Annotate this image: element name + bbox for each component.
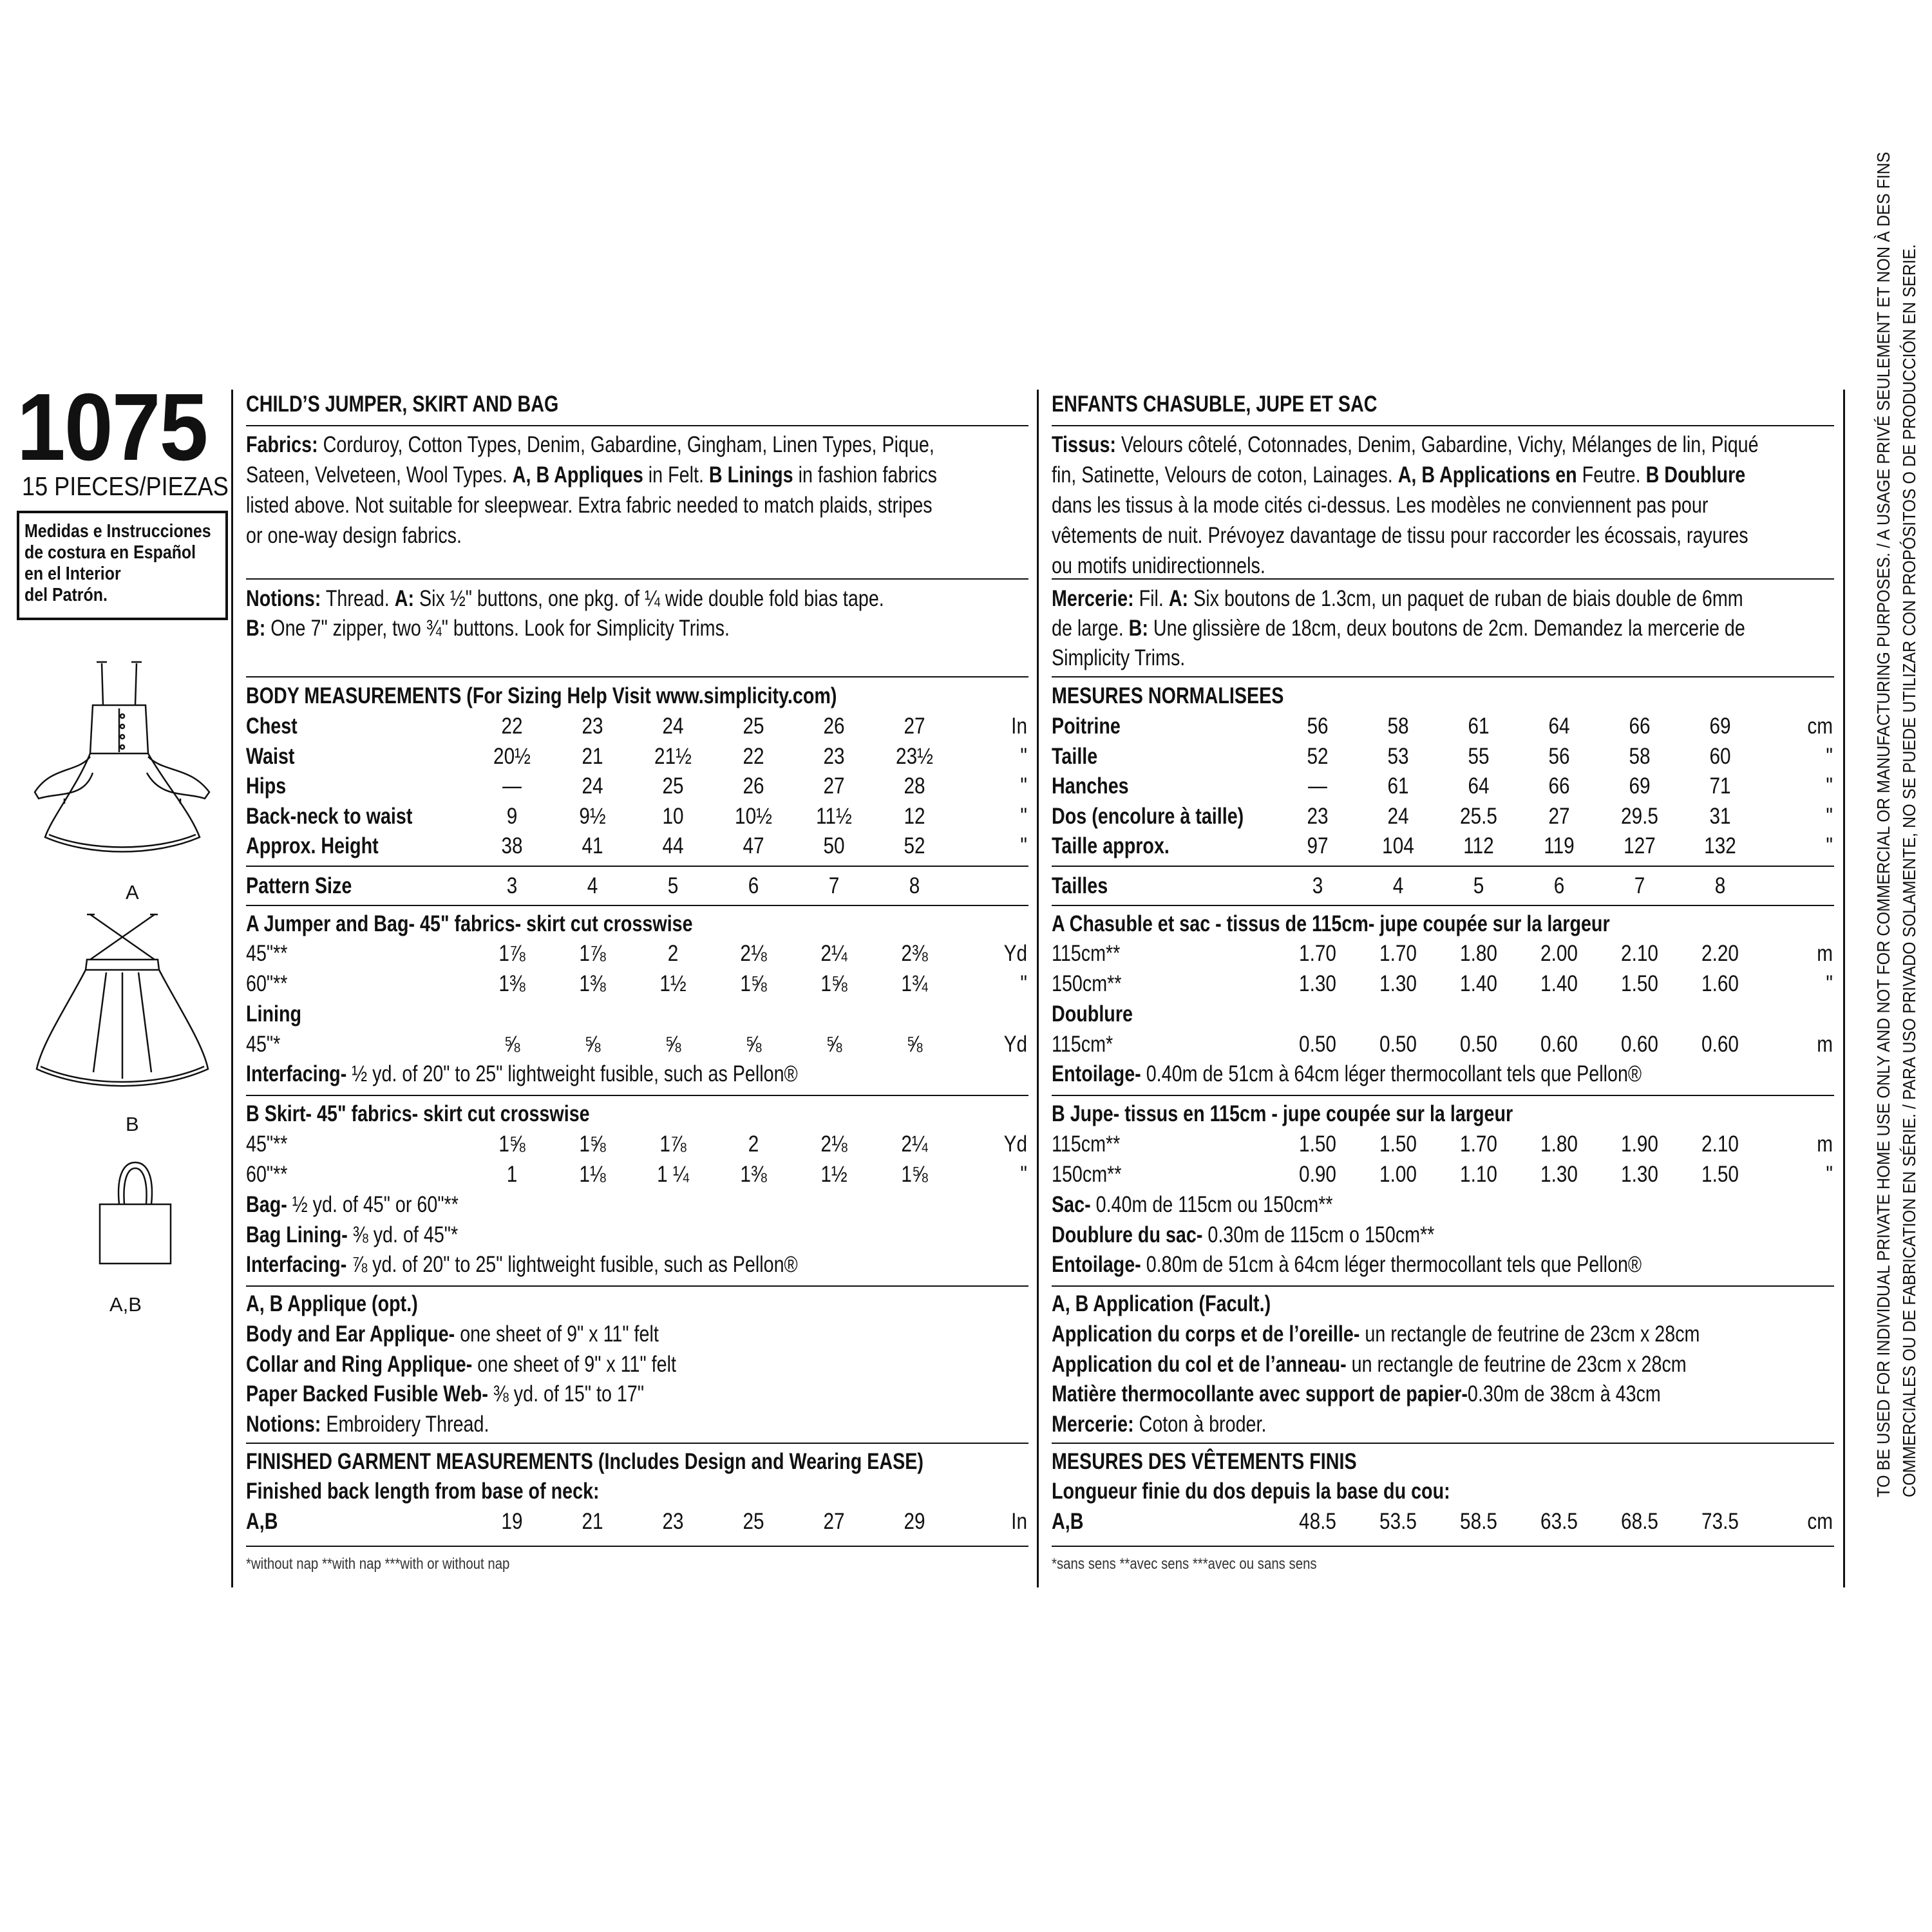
spanish-note-line: del Patrón. [24,585,108,605]
row-value: 71 [1709,773,1731,799]
row-label: 45"** [246,1132,288,1157]
row-value: 27 [823,1509,845,1534]
spanish-instructions-box [17,511,228,620]
row-value: 23½ [896,743,933,769]
row-value: 1 [506,1161,518,1187]
row-value: 104 [1382,833,1414,858]
row-value: 3 [506,873,518,898]
row-value: 2¼ [820,941,848,966]
en-finished-header: FINISHED GARMENT MEASUREMENTS (Includes Design and Wearing EASE) [246,1449,923,1474]
row-value: 23 [1307,803,1329,829]
fr-rule [1052,866,1834,867]
row-value: 1⅜ [740,1161,767,1187]
fr-mercerie-line: Simplicity Trims. [1052,645,1186,670]
row-value: 64 [1468,773,1490,799]
row-value: 8 [909,873,920,898]
row-label: 150cm** [1052,1161,1122,1187]
row-value: 50 [823,833,845,858]
row-value: 47 [743,833,764,858]
row-label: 60"** [246,971,288,996]
sketch-label-a: A [126,881,139,904]
row-value: 1.50 [1379,1132,1417,1157]
skirt-sketch-b [29,908,216,1095]
row-value: 29.5 [1621,803,1658,829]
row-value: 52 [1307,743,1329,769]
row-value: 27 [823,773,845,799]
en-fabrics-line: Fabrics: Corduroy, Cotton Types, Denim, Gabardine, Gingham, Linen Types, Pique, [246,432,934,457]
row-value: 1.80 [1540,1132,1578,1157]
row-value: 26 [743,773,764,799]
row-unit: Yd [1003,1032,1027,1057]
row-value: 1⅝ [901,1161,928,1187]
row-label: 115cm* [1052,1032,1113,1057]
row-value: 132 [1704,833,1736,858]
row-value: 29 [904,1509,925,1534]
row-value: 5 [1473,873,1484,898]
fr-mercerie-line: de large. B: Une glissière de 18cm, deux boutons de 2cm. Demandez la mercerie de [1052,616,1745,641]
row-unit: " [1826,773,1833,799]
usage-disclaimer [1871,151,1922,1558]
row-label: 150cm** [1052,971,1122,996]
row-unit: " [1826,803,1833,829]
row-value: 9½ [579,803,606,829]
row-value: 0.50 [1460,1032,1497,1057]
row-label: Chest [246,714,298,739]
en-rule [246,1443,1028,1444]
spanish-note-line: en el Interior [24,564,121,584]
row-value: 1.40 [1460,971,1497,996]
row-value: 58 [1629,743,1651,769]
row-unit: Yd [1003,1132,1027,1157]
row-value: 1.30 [1379,971,1417,996]
en-bag-lining: Bag Lining- ⅜ yd. of 45"* [246,1222,459,1247]
fr-finished-header: MESURES DES VÊTEMENTS FINIS [1052,1449,1357,1474]
row-value: 0.60 [1621,1032,1658,1057]
row-value: 10½ [735,803,772,829]
spanish-note-line: de costura en Español [24,542,196,563]
table-row [0,745,1932,771]
row-value: 1½ [820,1161,848,1187]
spanish-note-line: Medidas e Instrucciones [24,521,211,542]
fr-title: ENFANTS CHASUBLE, JUPE ET SAC [1052,392,1378,417]
row-value: 1⅛ [579,1161,606,1187]
en-body-header: BODY MEASUREMENTS (For Sizing Help Visit www.simplicity.com) [246,683,837,708]
row-value: 0.90 [1299,1161,1336,1187]
row-value: ⅝ [504,1032,520,1057]
row-value: 24 [1387,803,1409,829]
row-value: 1.30 [1540,1161,1578,1187]
row-value: 7 [828,873,840,898]
row-value: 69 [1629,773,1651,799]
applique-line: Application du corps et de l’oreille- un rectangle de feutrine de 23cm x 28cm [1052,1321,1700,1347]
en-b-interfacing: Interfacing- ⅞ yd. of 20" to 25" lightweight fusible, such as Pellon® [246,1252,798,1277]
row-value: 53.5 [1379,1509,1417,1534]
row-value: 1⅜ [498,971,526,996]
row-value: 1.30 [1621,1161,1658,1187]
row-label: 115cm** [1052,1132,1121,1157]
row-label: A,B [246,1509,278,1534]
row-unit: In [1011,1509,1027,1534]
row-label: Pattern Size [246,873,352,898]
row-value: 11½ [816,803,852,829]
row-value: 44 [662,833,684,858]
row-value: ⅝ [906,1032,923,1057]
row-value: 19 [501,1509,523,1534]
row-value: 26 [823,714,845,739]
sketch-label-bag: A,B [109,1293,142,1316]
row-label: Dos (encolure à taille) [1052,803,1244,829]
row-value: 24 [662,714,684,739]
row-value: 4 [587,873,598,898]
row-value: 66 [1629,714,1651,739]
row-value: 97 [1307,833,1329,858]
row-value: 41 [582,833,603,858]
row-value: 112 [1463,833,1494,858]
row-unit: cm [1807,1509,1833,1534]
table-row [0,873,1932,904]
row-value: 1⅝ [820,971,848,996]
row-value: 64 [1548,714,1570,739]
row-value: 27 [1548,803,1570,829]
en-fabrics-line: or one-way design fabrics. [246,523,462,548]
row-label: Taille approx. [1052,833,1170,858]
row-value: 58.5 [1460,1509,1497,1534]
row-value: 21 [582,1509,603,1534]
row-value: 2⅛ [820,1132,848,1157]
row-value: 2 [667,941,679,966]
fr-tissus-line: ou motifs unidirectionnels. [1052,553,1265,578]
applique-line: Body and Ear Applique- one sheet of 9" x 11" felt [246,1321,659,1347]
row-unit: cm [1807,714,1833,739]
en-title: CHILD’S JUMPER, SKIRT AND BAG [246,392,559,417]
row-label: Approx. Height [246,833,379,858]
en-a-interfacing: Interfacing- ½ yd. of 20" to 25" lightweight fusible, such as Pellon® [246,1061,798,1086]
row-unit: " [1826,1161,1833,1187]
row-value: 6 [1553,873,1565,898]
row-value: 48.5 [1299,1509,1336,1534]
row-unit: " [1020,773,1027,799]
fr-rule [1052,578,1834,580]
table-row [0,1163,1932,1189]
row-value: 1.40 [1540,971,1578,996]
applique-line: Paper Backed Fusible Web- ⅜ yd. of 15" to 17" [246,1381,645,1406]
row-unit: " [1826,971,1833,996]
table-row [0,1510,1932,1536]
row-value: 22 [743,743,764,769]
fr-footnote: *sans sens **avec sens ***avec ou sans sens [1052,1555,1317,1573]
row-value: 73.5 [1701,1509,1739,1534]
row-unit: " [1826,743,1833,769]
row-value: 8 [1714,873,1726,898]
row-value: 31 [1709,803,1731,829]
row-value: 21½ [654,743,692,769]
en-a-header: A Jumper and Bag- 45" fabrics- skirt cut crosswise [246,911,693,936]
fr-b-interfacing: Entoilage- 0.80m de 51cm à 64cm léger thermocollant tels que Pellon® [1052,1252,1642,1277]
row-value: 1⅝ [579,1132,606,1157]
en-footnote: *without nap **with nap ***with or without nap [246,1555,510,1573]
fr-rule [1052,1443,1834,1444]
row-value: 1.50 [1621,971,1658,996]
row-value: 38 [501,833,523,858]
row-value: 25 [743,1509,764,1534]
fr-lining-label: Doublure [1052,1001,1133,1027]
row-value: 2.00 [1540,941,1578,966]
row-value: 2⅛ [740,941,767,966]
row-value: 6 [748,873,759,898]
table-row [0,972,1932,998]
row-value: 1.70 [1460,1132,1497,1157]
row-value: 52 [904,833,925,858]
row-value: 1.80 [1460,941,1497,966]
row-label: Taille [1052,743,1098,769]
row-value: ⅝ [826,1032,842,1057]
row-value: 1.90 [1621,1132,1658,1157]
row-value: 22 [501,714,523,739]
en-bag: Bag- ½ yd. of 45" or 60"** [246,1192,459,1217]
row-unit: " [1020,743,1027,769]
fr-rule [1052,1546,1834,1547]
en-rule [246,1285,1028,1287]
row-label: Waist [246,743,295,769]
table-row [0,942,1932,968]
table-row [0,805,1932,831]
row-value: 61 [1387,773,1409,799]
fr-rule [1052,676,1834,677]
row-label: 45"** [246,941,288,966]
en-rule [246,676,1028,677]
pattern-number: 1075 [17,374,207,480]
en-applique-header: A, B Applique (opt.) [246,1291,418,1316]
row-value: 1⅞ [659,1132,687,1157]
row-value: 2¼ [901,1132,928,1157]
row-value: 2.20 [1701,941,1739,966]
row-value: 1½ [659,971,687,996]
applique-line: Application du col et de l’anneau- un rectangle de feutrine de 23cm x 28cm [1052,1351,1687,1377]
fr-rule [1052,425,1834,426]
row-value: 69 [1709,714,1731,739]
row-value: 2 [748,1132,759,1157]
row-value: 4 [1392,873,1404,898]
row-label: A,B [1052,1509,1084,1534]
row-value: 27 [904,714,925,739]
row-value: 2⅜ [901,941,928,966]
row-value: 2.10 [1621,941,1658,966]
row-unit: " [1826,833,1833,858]
row-unit: " [1020,1161,1027,1187]
row-value: 1⅜ [579,971,606,996]
row-value: 61 [1468,714,1490,739]
table-row [0,835,1932,860]
row-value: 1⅝ [740,971,767,996]
fr-a-header: A Chasuble et sac - tissus de 115cm- jupe coupée sur la largeur [1052,911,1610,936]
disclaimer-line: COMMERCIALES OU DE FABRICATION EN SÉRIE. / PARA USO PRIVADO SOLAMENTE, NO SE PUEDE UTILIZAR CON PROPÓSITOS O DE PRODUCCIÓN EN SERIE. [1899,244,1919,1497]
row-value: 1.60 [1701,971,1739,996]
row-value: — [1308,773,1327,799]
row-value: 25 [662,773,684,799]
row-value: 56 [1548,743,1570,769]
row-value: 1.70 [1299,941,1336,966]
en-lining-label: Lining [246,1001,302,1027]
row-label: 115cm** [1052,941,1121,966]
disclaimer-line: TO BE USED FOR INDIVIDUAL PRIVATE HOME USE ONLY AND NOT FOR COMMERCIAL OR MANUFACTURING PURPOSES. / A USAGE PRIVÉ SEULEMENT ET NON À DES FINS [1873,151,1893,1497]
row-value: 21 [582,743,603,769]
table-row [0,775,1932,800]
row-value: 1.10 [1460,1161,1497,1187]
row-value: 23 [662,1509,684,1534]
en-rule [246,425,1028,426]
row-label: Hanches [1052,773,1129,799]
row-value: 58 [1387,714,1409,739]
row-value: 1.70 [1379,941,1417,966]
row-value: 0.60 [1701,1032,1739,1057]
row-value: 1.50 [1701,1161,1739,1187]
row-value: 1¾ [901,971,928,996]
row-unit: Yd [1003,941,1027,966]
row-value: 1⅝ [498,1132,526,1157]
row-unit: In [1011,714,1027,739]
row-value: 56 [1307,714,1329,739]
row-label: 45"* [246,1032,281,1057]
fr-finished-sub: Longueur finie du dos depuis la base du cou: [1052,1479,1450,1504]
row-value: 25.5 [1460,803,1497,829]
fr-bag: Sac- 0.40m de 115cm ou 150cm** [1052,1192,1333,1217]
row-value: 0.60 [1540,1032,1578,1057]
row-value: 0.50 [1299,1032,1336,1057]
table-row [0,1133,1932,1159]
row-value: 7 [1634,873,1645,898]
row-value: 23 [823,743,845,769]
fr-b-header: B Jupe- tissus en 115cm - jupe coupée sur la largeur [1052,1101,1513,1126]
row-label: Tailles [1052,873,1108,898]
row-label: Hips [246,773,287,799]
fr-tissus-line: vêtements de nuit. Prévoyez davantage de tissu pour raccorder les écossais, rayures [1052,523,1748,548]
row-unit: m [1817,1032,1833,1057]
row-label: 60"** [246,1161,288,1187]
fr-rule [1052,1095,1834,1096]
row-value: 1⅞ [498,941,526,966]
fr-applique-header: A, B Application (Facult.) [1052,1291,1271,1316]
row-value: — [502,773,522,799]
fr-bag-lining: Doublure du sac- 0.30m de 115cm o 150cm** [1052,1222,1435,1247]
fr-a-interfacing: Entoilage- 0.40m de 51cm à 64cm léger thermocollant tels que Pellon® [1052,1061,1642,1086]
fr-rule [1052,905,1834,906]
en-rule [246,866,1028,867]
en-fabrics-line: Sateen, Velveteen, Wool Types. A, B Appliques in Felt. B Linings in fashion fabrics [246,462,937,488]
row-value: 2.10 [1701,1132,1739,1157]
row-value: 5 [667,873,679,898]
row-label: Back-neck to waist [246,803,413,829]
row-value: 0.50 [1379,1032,1417,1057]
row-value: 53 [1387,743,1409,769]
row-value: 3 [1312,873,1323,898]
row-unit: " [1020,971,1027,996]
row-value: 1.30 [1299,971,1336,996]
fr-tissus-line: dans les tissus à la mode cités ci-dessus. Les modèles ne conviennent pas pour [1052,493,1709,518]
row-value: 10 [662,803,684,829]
row-value: 23 [582,714,603,739]
applique-line: Collar and Ring Applique- one sheet of 9" x 11" felt [246,1351,676,1377]
fr-mercerie-line: Mercerie: Fil. A: Six boutons de 1.3cm, un paquet de ruban de biais double de 6mm [1052,586,1743,611]
row-value: 119 [1544,833,1575,858]
row-value: 20½ [493,743,531,769]
row-value: 127 [1624,833,1656,858]
fr-tissus-line: Tissus: Velours côtelé, Cotonnades, Denim, Gabardine, Vichy, Mélanges de lin, Piqué [1052,432,1759,457]
row-value: 25 [743,714,764,739]
en-rule [246,1095,1028,1096]
row-unit: " [1020,833,1027,858]
row-value: 9 [506,803,518,829]
en-b-header: B Skirt- 45" fabrics- skirt cut crosswise [246,1101,590,1126]
row-value: 68.5 [1621,1509,1658,1534]
applique-line: Matière thermocollante avec support de papier-0.30m de 38cm à 43cm [1052,1381,1661,1406]
row-value: 66 [1548,773,1570,799]
row-value: 55 [1468,743,1490,769]
fr-body-header: MESURES NORMALISEES [1052,683,1284,708]
row-value: 1⅞ [579,941,606,966]
row-unit: m [1817,941,1833,966]
table-row [0,1033,1932,1059]
en-finished-sub: Finished back length from base of neck: [246,1479,600,1504]
fr-rule [1052,1285,1834,1287]
table-row [0,715,1932,741]
row-unit: " [1020,803,1027,829]
applique-line: Notions: Embroidery Thread. [246,1411,489,1437]
en-notions-line: B: One 7" zipper, two ¾" buttons. Look for Simplicity Trims. [246,616,730,641]
row-value: 1.00 [1379,1161,1417,1187]
en-fabrics-line: listed above. Not suitable for sleepwear. Extra fabric needed to match plaids, stripes [246,493,933,518]
sketch-label-b: B [126,1113,139,1135]
row-value: 60 [1709,743,1731,769]
row-label: Poitrine [1052,714,1121,739]
row-value: ⅝ [665,1032,681,1057]
applique-line: Mercerie: Coton à broder. [1052,1411,1267,1437]
en-notions-line: Notions: Thread. A: Six ½" buttons, one pkg. of ¼ wide double fold bias tape. [246,586,884,611]
row-value: ⅝ [584,1032,601,1057]
en-rule [246,905,1028,906]
row-value: 1.50 [1299,1132,1336,1157]
en-rule [246,578,1028,580]
row-unit: m [1817,1132,1833,1157]
row-value: 12 [904,803,925,829]
row-value: ⅝ [745,1032,762,1057]
en-rule [246,1546,1028,1547]
fr-tissus-line: fin, Satinette, Velours de coton, Lainages. A, B Applications en Feutre. B Doublure [1052,462,1746,488]
row-value: 63.5 [1540,1509,1578,1534]
row-value: 1 ¼ [657,1161,689,1187]
row-value: 28 [904,773,925,799]
piece-count: 15 PIECES/PIEZAS [22,471,229,501]
row-value: 24 [582,773,603,799]
